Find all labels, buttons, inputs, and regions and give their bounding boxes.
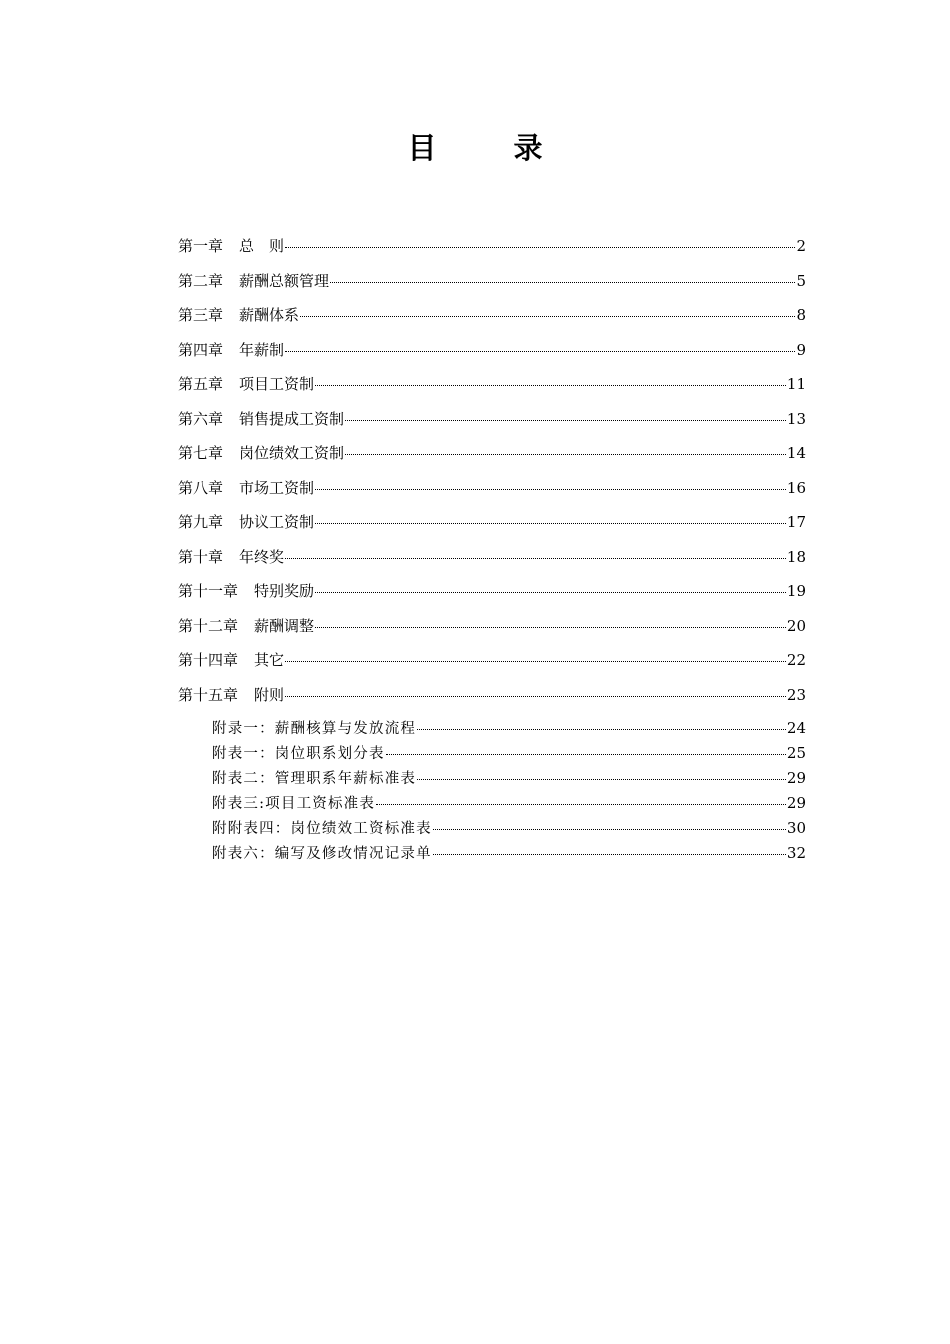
- chapter-number: 第十一章: [178, 582, 239, 600]
- dot-leader: [285, 246, 795, 248]
- dot-leader: [285, 557, 786, 559]
- appendix-title: 附表一：岗位职系划分表: [212, 746, 385, 762]
- table-of-contents: [178, 229, 806, 866]
- dot-leader: [417, 778, 786, 780]
- page-number: 29: [786, 769, 806, 787]
- page-number: 17: [786, 513, 806, 531]
- appendix-title: 附表六：编写及修改情况记录单: [212, 846, 432, 862]
- dot-leader: [285, 660, 786, 662]
- chapter-number: 第十四章: [178, 651, 239, 669]
- dot-leader: [285, 695, 786, 697]
- toc-entry-appendix[interactable]: [212, 741, 806, 766]
- toc-entry-appendix[interactable]: [212, 716, 806, 741]
- dot-leader: [285, 350, 795, 352]
- chapter-title: 销售提成工资制: [239, 409, 345, 428]
- toc-entry-chapter-14[interactable]: [178, 643, 806, 678]
- page-number: 19: [786, 582, 806, 600]
- toc-entry-chapter-6[interactable]: [178, 402, 806, 437]
- chapter-title: 薪酬总额管理: [239, 271, 330, 290]
- toc-entry-chapter-3[interactable]: [178, 298, 806, 333]
- page-number: 2: [796, 237, 806, 255]
- dot-leader: [300, 315, 795, 317]
- page-number: 29: [786, 794, 806, 812]
- chapter-number: 第三章: [178, 306, 224, 324]
- page-number: 23: [786, 685, 806, 704]
- toc-entry-chapter-11[interactable]: [178, 574, 806, 609]
- dot-leader: [330, 281, 795, 283]
- page-number: 11: [786, 375, 806, 393]
- dot-leader: [345, 453, 786, 455]
- page-title: 目 录: [407, 131, 567, 165]
- toc-entry-chapter-8[interactable]: [178, 471, 806, 506]
- toc-entry-appendix[interactable]: [212, 841, 806, 866]
- page-number: 9: [796, 340, 806, 359]
- toc-entry-chapter-9[interactable]: [178, 505, 806, 540]
- appendix-title: 附表二：管理职系年薪标准表: [212, 771, 417, 787]
- chapter-title: 年终奖: [239, 547, 285, 566]
- page-number: 16: [786, 478, 806, 497]
- chapter-number: 第十五章: [178, 685, 239, 704]
- chapter-title: 薪酬调整: [254, 616, 315, 635]
- dot-leader: [315, 384, 786, 386]
- chapter-title: 特别奖励: [254, 582, 315, 600]
- toc-entry-chapter-2[interactable]: [178, 264, 806, 299]
- chapter-title: 薪酬体系: [239, 306, 300, 324]
- chapter-number: 第八章: [178, 478, 224, 497]
- toc-entry-chapter-7[interactable]: [178, 436, 806, 471]
- page-number: 32: [786, 844, 806, 862]
- appendix-title: 附录一：薪酬核算与发放流程: [212, 721, 417, 737]
- chapter-title: 岗位绩效工资制: [239, 444, 345, 462]
- chapter-title: 市场工资制: [239, 478, 315, 497]
- chapter-number: 第十章: [178, 547, 224, 566]
- page-number: 22: [786, 651, 806, 669]
- chapter-title: 附则: [254, 685, 285, 704]
- dot-leader: [376, 803, 786, 805]
- toc-entry-chapter-10[interactable]: [178, 540, 806, 575]
- dot-leader: [315, 488, 786, 490]
- chapter-title: 年薪制: [239, 340, 285, 359]
- page-number: 30: [786, 819, 806, 837]
- page-number: 20: [786, 616, 806, 635]
- toc-entry-appendix[interactable]: [212, 791, 806, 816]
- dot-leader: [315, 522, 786, 524]
- chapter-number: 第一章: [178, 237, 224, 255]
- toc-entry-chapter-12[interactable]: [178, 609, 806, 644]
- page-number: 5: [796, 271, 806, 290]
- chapter-title: 其它: [254, 651, 285, 669]
- chapter-title: 总 则: [239, 237, 285, 255]
- toc-entry-chapter-4[interactable]: [178, 333, 806, 368]
- appendix-title: 附附表四：岗位绩效工资标准表: [212, 821, 432, 837]
- chapter-title: 协议工资制: [239, 513, 315, 531]
- toc-entry-appendix[interactable]: [212, 766, 806, 791]
- chapter-number: 第七章: [178, 444, 224, 462]
- toc-entry-chapter-1[interactable]: [178, 229, 806, 264]
- dot-leader: [345, 419, 786, 421]
- toc-entry-chapter-15[interactable]: [178, 678, 806, 713]
- chapter-number: 第六章: [178, 409, 224, 428]
- page-number: 18: [786, 547, 806, 566]
- chapter-number: 第十二章: [178, 616, 239, 635]
- dot-leader: [315, 626, 786, 628]
- dot-leader: [315, 591, 786, 593]
- page-number: 24: [786, 719, 806, 737]
- chapter-number: 第二章: [178, 271, 224, 290]
- dot-leader: [386, 753, 786, 755]
- page-number: 14: [786, 444, 806, 462]
- page-number: 8: [796, 306, 806, 324]
- page-number: 13: [786, 409, 806, 428]
- page-number: 25: [786, 744, 806, 762]
- chapter-title: 项目工资制: [239, 375, 315, 393]
- appendix-title: 附表三:项目工资标准表: [212, 796, 376, 812]
- toc-entry-chapter-5[interactable]: [178, 367, 806, 402]
- chapter-number: 第五章: [178, 375, 224, 393]
- dot-leader: [433, 853, 786, 855]
- chapter-number: 第四章: [178, 340, 224, 359]
- chapter-number: 第九章: [178, 513, 224, 531]
- dot-leader: [433, 828, 786, 830]
- toc-entry-appendix[interactable]: [212, 816, 806, 841]
- dot-leader: [417, 728, 786, 730]
